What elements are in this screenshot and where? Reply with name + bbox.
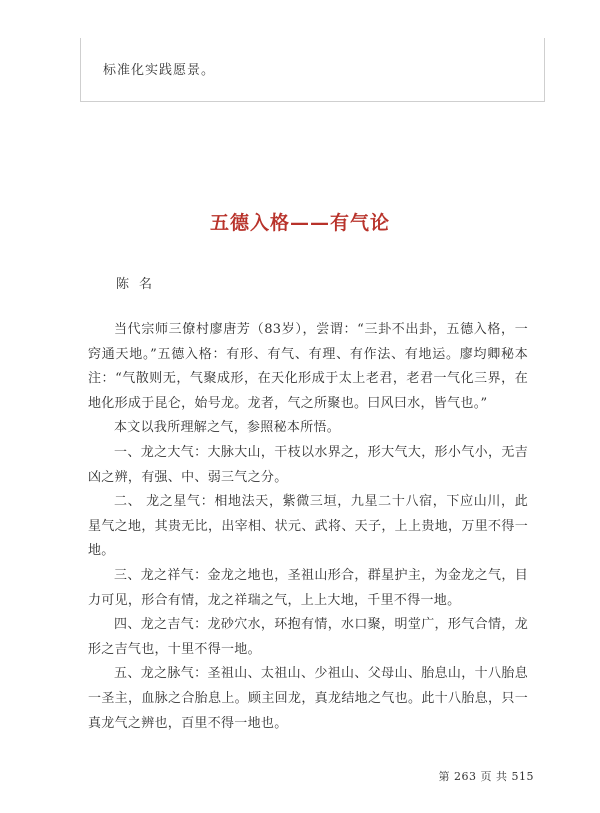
paragraph-great-qi: 一、龙之大气：大脉大山，干枝以水界之，形大气大，形小气小，无吉凶之辨，有强、中、弱三气之分。	[88, 444, 528, 485]
previous-section-box	[80, 38, 545, 102]
paragraph-intro: 当代宗师三僚村廖唐芳（83岁），尝谓：“三卦不出卦，五德入格，一窍通天地。”五德入格：有形、有气、有理、有作法、有地运。廖均卿秘本注：“气散则无，气聚成形，在天化形成于太上老君，老君一气化三界，在地化形成于昆仑，始号龙。龙者，气之所聚也。曰风曰水，皆气也。”	[88, 322, 528, 411]
paragraph-star-qi: 二、 龙之星气：相地法天，紫微三垣，九星二十八宿，下应山川，此星气之地，其贵无比，出宰相、状元、武将、天子，上上贵地，万里不得一地。	[88, 494, 528, 559]
paragraph-vein-qi: 五、龙之脉气：圣祖山、太祖山、少祖山、父母山、胎息山，十八胎息一圣主，血脉之合胎息上。顾主回龙，真龙结地之气也。此十八胎息，只一真龙气之辨也，百里不得一地也。	[88, 666, 528, 731]
paragraph-auspicious-qi: 三、龙之祥气：金龙之地也，圣祖山形合，群星护主，为金龙之气，目力可见，形合有情，龙之祥瑞之气，上上大地，千里不得一地。	[88, 567, 528, 608]
author-name: 陈名	[116, 277, 163, 292]
paragraph-method: 本文以我所理解之气，参照秘本所悟。	[114, 420, 341, 436]
previous-section-text: 标准化实践愿景。	[103, 63, 216, 78]
page-number: 第 263 页 共 515	[438, 770, 534, 783]
article-title: 五德入格——有气论	[209, 212, 390, 234]
article-body	[88, 318, 528, 736]
paragraph-lucky-qi: 四、龙之吉气：龙砂穴水，环抱有情，水口聚，明堂广，形气合情，龙形之吉气也，十里不得一地。	[88, 617, 528, 657]
